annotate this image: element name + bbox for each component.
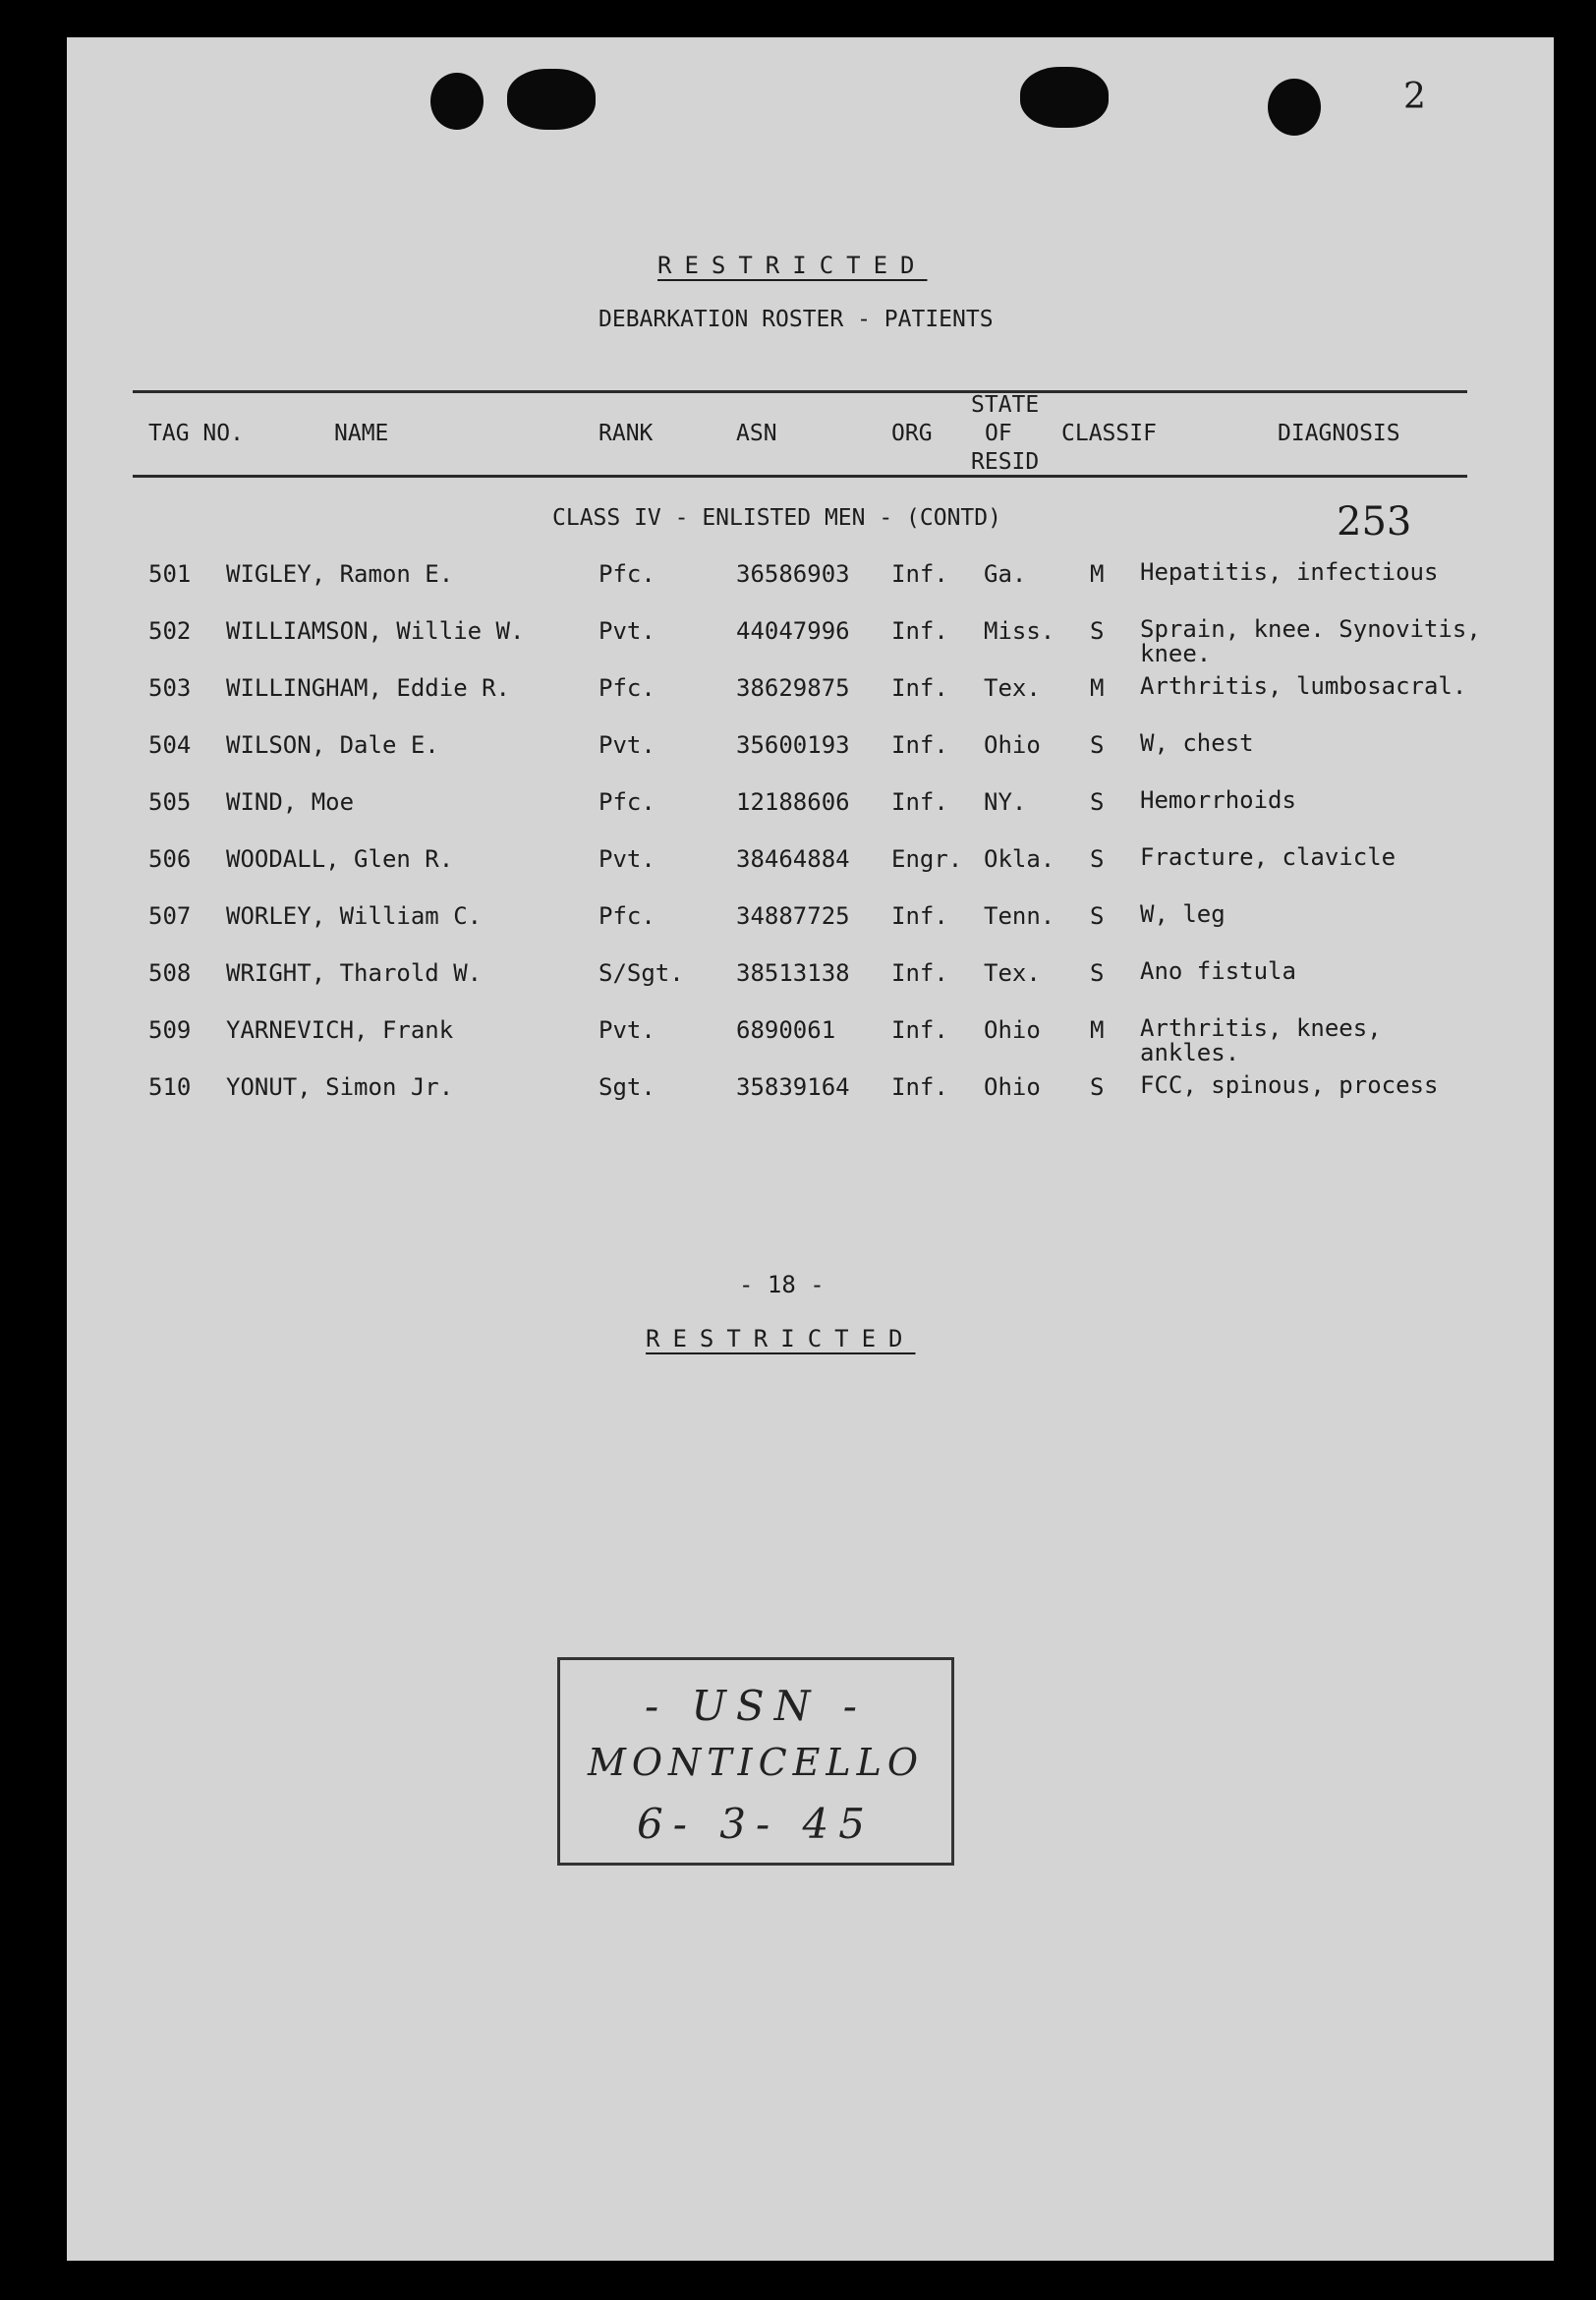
cell-classif: S [1090,617,1105,645]
cell-name: WILSON, Dale E. [226,731,439,759]
cell-classif: S [1090,845,1105,873]
cell-state: Tex. [984,674,1041,702]
restricted-header: RESTRICTED [657,252,928,279]
cell-asn: 38629875 [736,674,850,702]
cell-diagnosis: W, chest [1140,729,1254,757]
col-org-header: ORG [891,421,933,446]
punch-hole [1020,67,1109,128]
cell-name: WIND, Moe [226,788,355,816]
cell-state: Ohio [984,1073,1041,1101]
cell-name: WILLINGHAM, Eddie R. [226,674,510,702]
cell-rank: Pfc. [598,788,656,816]
col-asn-header: ASN [736,421,777,446]
stamp-line-3: 6- 3- 45 [637,1800,875,1848]
cell-rank: Pvt. [598,731,656,759]
cell-diagnosis: Fracture, clavicle [1140,843,1396,871]
stamped-page-number: 253 [1337,499,1412,545]
cell-diagnosis: FCC, spinous, process [1140,1071,1439,1099]
cell-diagnosis: Arthritis, lumbosacral. [1140,672,1467,700]
table-row [0,731,1596,771]
cell-asn: 44047996 [736,617,850,645]
cell-name: YONUT, Simon Jr. [226,1073,454,1101]
cell-tag: 505 [148,788,192,816]
table-row [0,1014,1596,1066]
cell-name: WOODALL, Glen R. [226,845,454,873]
cell-asn: 36586903 [736,560,850,588]
table-row [0,902,1596,942]
cell-classif: S [1090,788,1105,816]
punch-hole [430,73,484,130]
cell-org: Engr. [891,845,963,873]
punch-hole [507,69,596,130]
cell-classif: M [1090,674,1105,702]
col-classif-header: CLASSIF [1061,421,1157,446]
cell-classif: S [1090,902,1105,930]
cell-state: NY. [984,788,1027,816]
cell-org: Inf. [891,788,948,816]
cell-tag: 510 [148,1073,192,1101]
header-rule-top [133,390,1467,393]
cell-name: WIGLEY, Ramon E. [226,560,454,588]
cell-tag: 508 [148,959,192,987]
cell-tag: 502 [148,617,192,645]
col-state-header-2: OF [985,421,1012,446]
col-name-header: NAME [334,421,389,446]
cell-name: WILLIAMSON, Willie W. [226,617,525,645]
cell-rank: Pfc. [598,674,656,702]
cell-asn: 6890061 [736,1016,836,1044]
page-number: - 18 - [739,1271,825,1298]
stamp-line-1: - USN - [644,1682,867,1730]
table-row [0,615,1596,667]
punch-hole [1268,79,1321,136]
cell-org: Inf. [891,959,948,987]
corner-mark: 2 [1403,77,1426,117]
cell-diagnosis: Hepatitis, infectious [1140,558,1439,586]
document-page [67,37,1554,2261]
cell-state: Ohio [984,1016,1041,1044]
cell-org: Inf. [891,1073,948,1101]
cell-tag: 504 [148,731,192,759]
cell-org: Inf. [891,731,948,759]
cell-asn: 35600193 [736,731,850,759]
table-row [0,1073,1596,1113]
cell-diagnosis: Arthritis, knees, ankles. [1140,1014,1382,1066]
cell-name: YARNEVICH, Frank [226,1016,454,1044]
col-diagnosis-header: DIAGNOSIS [1278,421,1400,446]
cell-asn: 12188606 [736,788,850,816]
cell-rank: Pfc. [598,560,656,588]
cell-state: Ohio [984,731,1041,759]
cell-rank: Pvt. [598,617,656,645]
handwritten-stamp [557,1657,954,1866]
cell-org: Inf. [891,1016,948,1044]
cell-rank: Pfc. [598,902,656,930]
table-row [0,845,1596,885]
cell-name: WRIGHT, Tharold W. [226,959,483,987]
cell-state: Tenn. [984,902,1055,930]
header-rule-bottom [133,475,1467,478]
cell-tag: 507 [148,902,192,930]
cell-state: Okla. [984,845,1055,873]
document-title: DEBARKATION ROSTER - PATIENTS [598,307,994,332]
cell-diagnosis: Sprain, knee. Synovitis, knee. [1140,615,1481,667]
cell-classif: M [1090,560,1105,588]
cell-diagnosis: Hemorrhoids [1140,786,1296,814]
cell-state: Tex. [984,959,1041,987]
cell-rank: S/Sgt. [598,959,684,987]
table-row [0,674,1596,714]
cell-rank: Pvt. [598,1016,656,1044]
cell-classif: M [1090,1016,1105,1044]
cell-state: Miss. [984,617,1055,645]
cell-diagnosis: Ano fistula [1140,957,1296,985]
section-heading: CLASS IV - ENLISTED MEN - (CONTD) [552,505,1001,531]
cell-tag: 509 [148,1016,192,1044]
col-state-header-1: STATE [971,392,1040,418]
cell-rank: Sgt. [598,1073,656,1101]
cell-asn: 35839164 [736,1073,850,1101]
cell-asn: 38513138 [736,959,850,987]
cell-asn: 38464884 [736,845,850,873]
table-row [0,788,1596,828]
cell-org: Inf. [891,674,948,702]
cell-tag: 501 [148,560,192,588]
table-row [0,560,1596,600]
col-state-header-3: RESID [971,449,1040,475]
col-rank-header: RANK [598,421,654,446]
cell-rank: Pvt. [598,845,656,873]
table-row [0,959,1596,999]
cell-name: WORLEY, William C. [226,902,483,930]
cell-asn: 34887725 [736,902,850,930]
cell-org: Inf. [891,560,948,588]
cell-org: Inf. [891,617,948,645]
cell-tag: 503 [148,674,192,702]
restricted-footer: RESTRICTED [646,1325,916,1352]
stamp-line-2: MONTICELLO [587,1741,925,1784]
cell-tag: 506 [148,845,192,873]
cell-classif: S [1090,959,1105,987]
col-tag-header: TAG NO. [148,421,244,446]
cell-classif: S [1090,1073,1105,1101]
cell-classif: S [1090,731,1105,759]
cell-diagnosis: W, leg [1140,900,1226,928]
cell-state: Ga. [984,560,1027,588]
cell-org: Inf. [891,902,948,930]
